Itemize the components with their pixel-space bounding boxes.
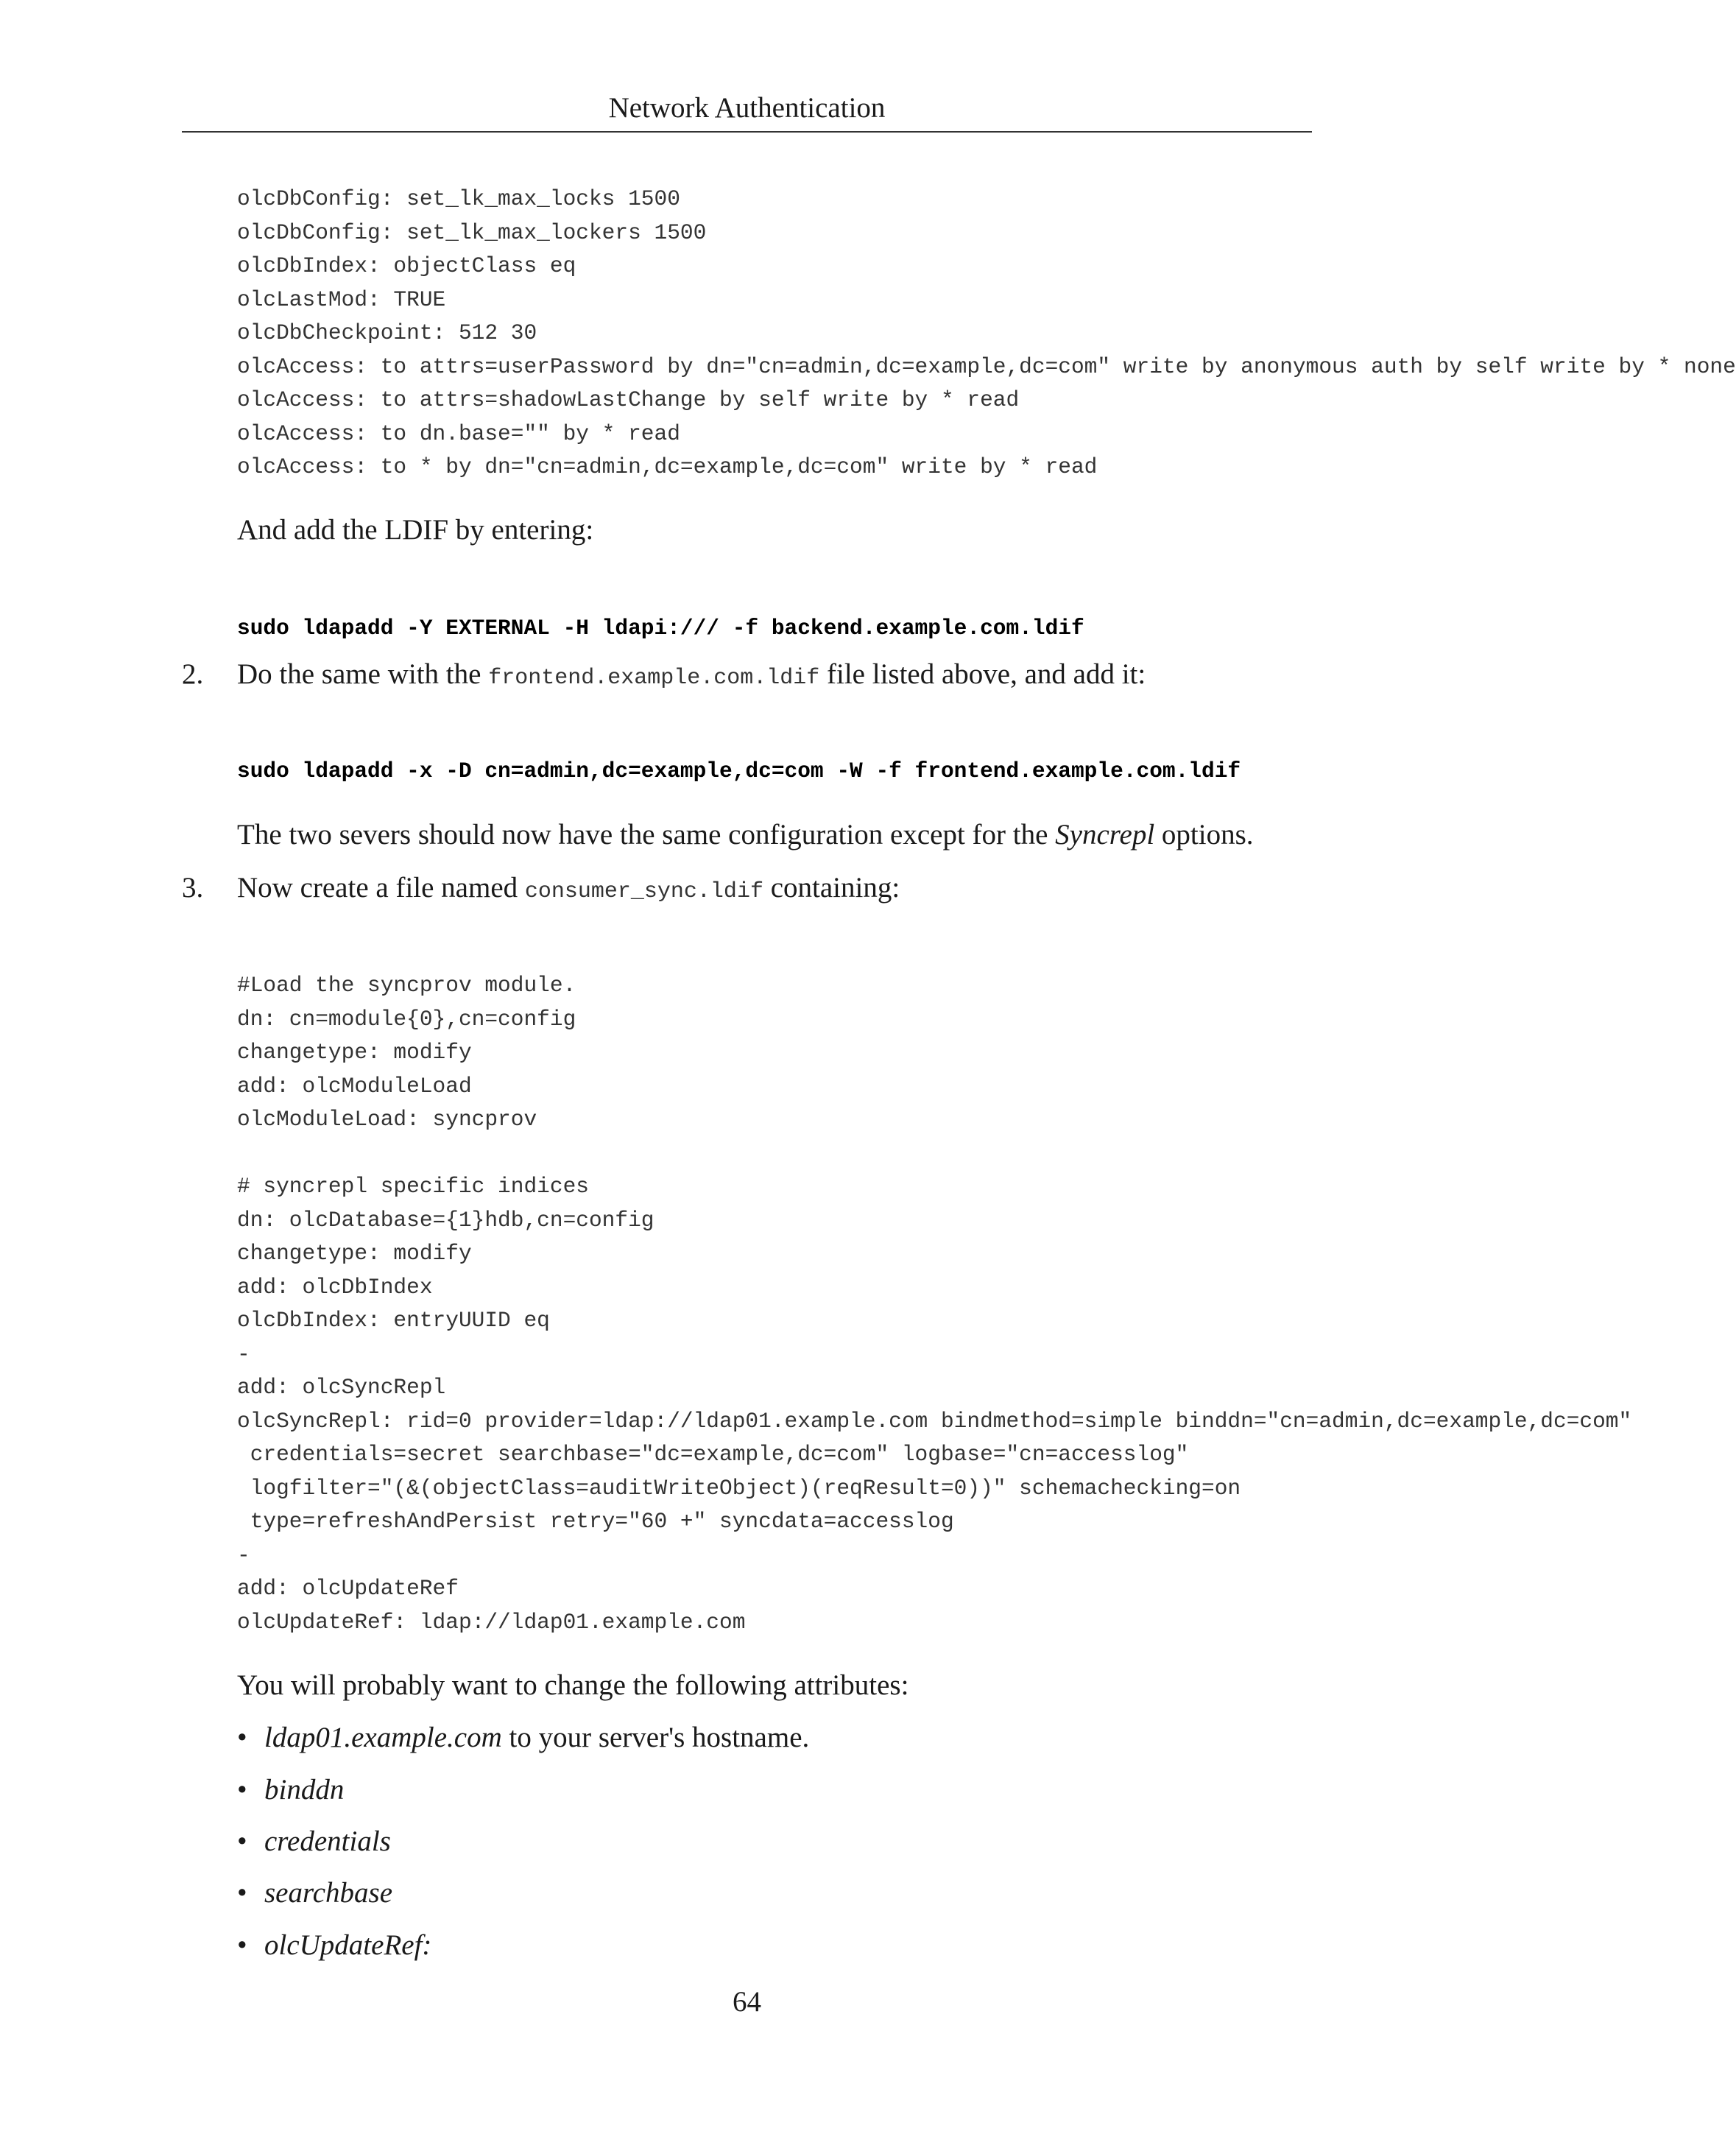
command-ldapadd-frontend: sudo ldapadd -x -D cn=admin,dc=example,dc=com -W -f frontend.example.com.ldif [237,758,1241,783]
list-item [237,1823,391,1860]
paragraph-step-3 [237,870,900,910]
step-2-text-before: Do the same with the [237,658,489,690]
page-header-title: Network Authentication [608,92,886,124]
paragraph-add-ldif: And add the LDIF by entering: [237,514,594,546]
list-item [237,1927,431,1964]
code-block-backend-config: olcDbConfig: set_lk_max_locks 1500 olcDbConfig: set_lk_max_lockers 1500 olcDbIndex: objectClass eq olcLastMod: TRUE olcDbCheckpoint: 512 30 olcAccess: to attrs=userPassword by dn="cn=admin,dc=example,dc=com" write by anonymous auth by self write by * none olcAccess: to attrs=shadowLastChange by self write by * read olcAccess: to dn.base="" by * read olcAccess: to * by dn="cn=admin,dc=example,dc=com" write by * read [237,186,1736,479]
bullet-glyph: • [237,1825,247,1857]
code-block-consumer-sync: #Load the syncprov module. dn: cn=module{0},cn=config changetype: modify add: olcModuleLoad olcModuleLoad: syncprov # syncrepl specific indices dn: olcDatabase={1}hdb,cn=config changetype: modify add: olcDbIndex olcDbIndex: entryUUID eq - add: olcSyncRepl olcSyncRepl: rid=0 provider=ldap://ldap01.example.com bindmethod=simple binddn="cn=admin,dc=example,dc=com" credentials=secret searchbase="dc=example,dc=com" logbase="cn=accesslog" logfilter="(&(objectClass=auditWriteObject)(reqResult=0))" schemachecking=on type=refreshAndPersist retry="60 +" syncdata=accesslog - add: olcUpdateRef olcUpdateRef: ldap://ldap01.example.com [237,973,1632,1635]
step-3-filename: consumer_sync.ldif [524,879,763,904]
list-item-term: ldap01.example.com [264,1722,502,1753]
list-item-term: searchbase [264,1877,393,1909]
two-servers-text-after: options. [1154,819,1254,851]
list-item-term: credentials [264,1825,391,1857]
list-item [237,1772,344,1809]
list-item [237,1875,392,1912]
list-item-term: binddn [264,1774,345,1806]
paragraph-change-attributes: You will probably want to change the following attributes: [237,1669,909,1701]
list-item-text: to your server's hostname. [501,1722,810,1753]
bullet-glyph: • [237,1774,247,1806]
step-number-2: 2. [182,658,204,690]
header-rule [182,131,1312,133]
step-3-text-before: Now create a file named [237,872,525,904]
paragraph-step-2 [237,656,1146,697]
step-3-text-after: containing: [763,872,900,904]
page-number: 64 [733,1986,761,2018]
step-2-filename: frontend.example.com.ldif [488,666,820,691]
step-number-3: 3. [182,872,204,904]
list-item [237,1719,809,1756]
step-2-text-after: file listed above, and add it: [819,658,1146,690]
command-ldapadd-backend: sudo ldapadd -Y EXTERNAL -H ldapi:/// -f backend.example.com.ldif [237,616,1084,641]
two-servers-text-before: The two severs should now have the same configuration except for the [237,819,1056,851]
bullet-glyph: • [237,1722,247,1753]
paragraph-two-servers [237,817,1254,853]
bullet-glyph: • [237,1929,247,1961]
syncrepl-term: Syncrepl [1055,819,1155,851]
list-item-term: olcUpdateRef: [264,1929,432,1961]
bullet-glyph: • [237,1877,247,1909]
